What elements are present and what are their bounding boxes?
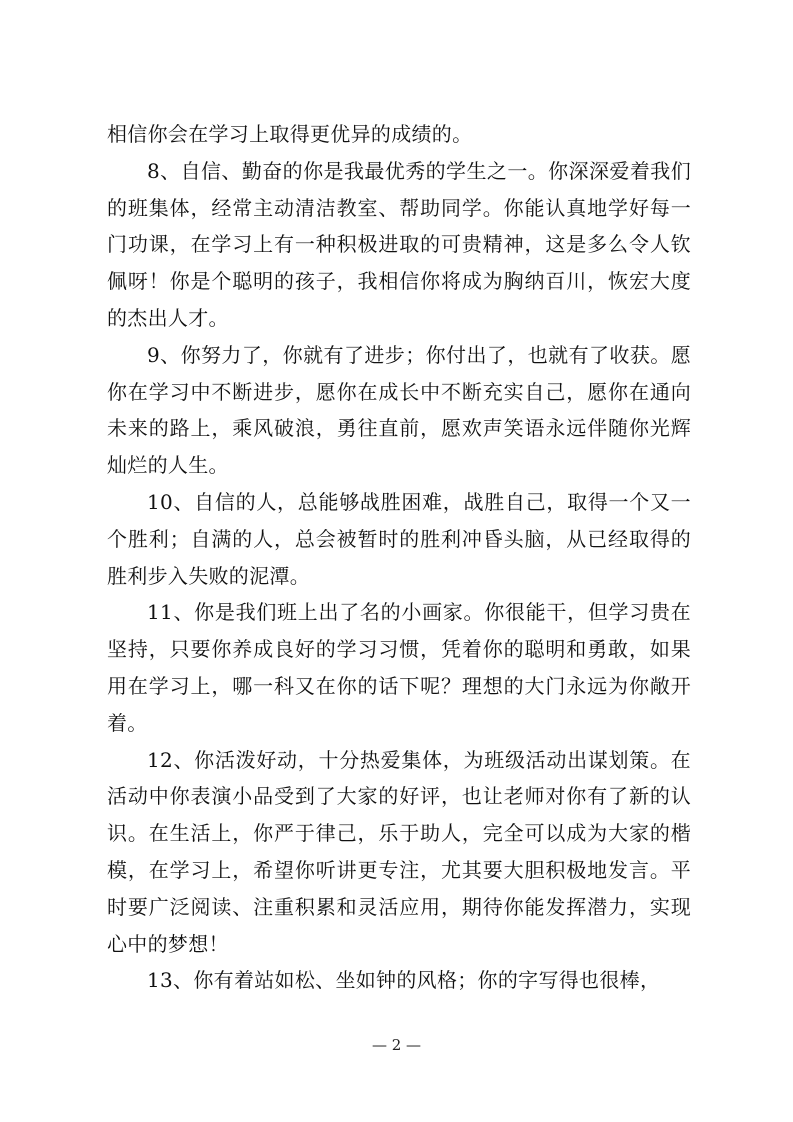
paragraph-item-9: 9、你努力了，你就有了进步；你付出了，也就有了收获。愿你在学习中不断进步，愿你在成长中不断充实自己，愿你在通向未来的路上，乘风破浪，勇往直前，愿欢声笑语永远伴随你光辉灿烂的人生。 (107, 342, 691, 478)
paragraph-item-12: 12、你活泼好动，十分热爱集体，为班级活动出谋划策。在活动中你表演小品受到了大家的好评，也让老师对你有了新的认识。在生活上，你严于律己，乐于助人，完全可以成为大家的楷模，在学习上，希望你听讲更专注，尤其要大胆积极地发言。平时要广泛阅读、注重积累和灵活应用，期待你能发挥潜力，实现心中的梦想！ (107, 747, 691, 956)
body-text (107, 116, 691, 999)
paragraph-item-10: 10、自信的人，总能够战胜困难，战胜自己，取得一个又一个胜利；自满的人，总会被暂时的胜利冲昏头脑，从已经取得的胜利步入失败的泥潭。 (107, 489, 691, 588)
paragraph-item-11: 11、你是我们班上出了名的小画家。你很能干，但学习贵在坚持，只要你养成良好的学习习惯，凭着你的聪明和勇敢，如果用在学习上，哪一科又在你的话下呢？理想的大门永远为你敞开着。 (107, 600, 691, 735)
page-number: — 2 — (371, 1036, 422, 1054)
paragraph-item-8: 8、自信、勤奋的你是我最优秀的学生之一。你深深爱着我们的班集体，经常主动清洁教室、帮助同学。你能认真地学好每一门功课，在学习上有一种积极进取的可贵精神，这是多么令人钦佩呀！你是个聪明的孩子，我相信你将成为胸纳百川，恢宏大度的杰出人才。 (107, 158, 691, 330)
paragraph-continuation: 相信你会在学习上取得更优异的成绩的。 (107, 122, 473, 146)
paragraph-item-13: 13、你有着站如松、坐如钟的风格；你的字写得也很棒， (147, 968, 661, 993)
